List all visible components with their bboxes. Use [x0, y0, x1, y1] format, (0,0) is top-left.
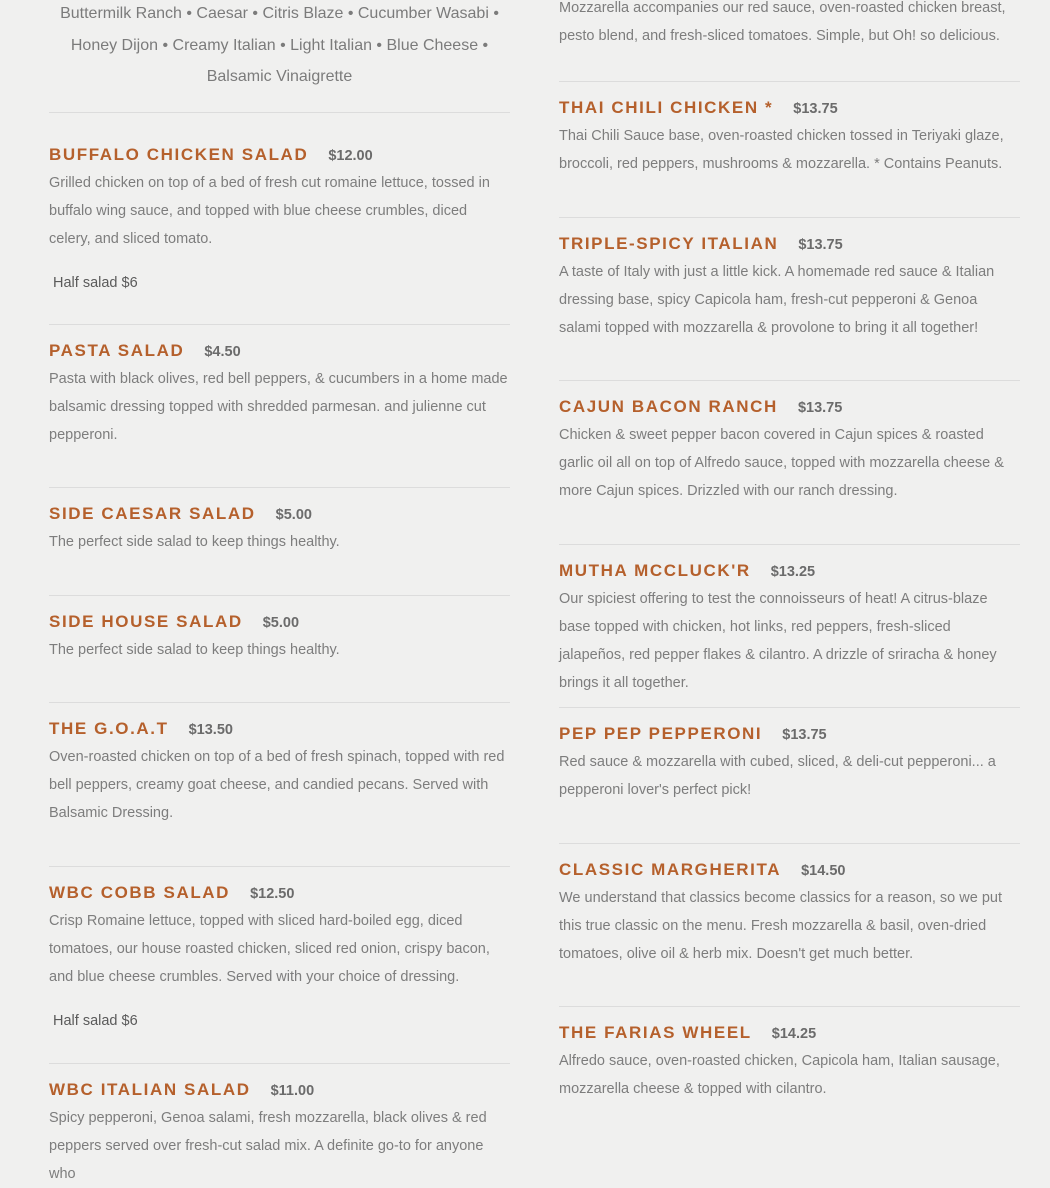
item-name: CLASSIC MARGHERITA	[559, 860, 782, 879]
menu-item-cajun-bacon-ranch	[559, 381, 1020, 545]
menu-item-side-house-salad	[49, 596, 510, 703]
item-price: $13.50	[188, 722, 233, 738]
item-description: A taste of Italy with just a little kick. A homemade red sauce & Italian dressing base, spicy Capicola ham, fresh-cut pepperoni & Genoa salami topped with mozzarella & provolone to bring it all together!	[559, 264, 995, 336]
item-name: THE G.O.A.T	[49, 719, 169, 738]
item-price: $4.50	[204, 344, 241, 360]
menu-item-wbc-cobb-salad	[49, 867, 510, 1064]
dressing-line: Buttermilk Ranch • Caesar • Citris Blaze • Cucumber Wasabi •	[60, 5, 499, 22]
item-price: $13.75	[798, 237, 843, 253]
menu-item-the-farias-wheel	[559, 1007, 1020, 1137]
menu-item-thai-chili-chicken	[559, 82, 1020, 218]
item-name: WBC ITALIAN SALAD	[49, 1080, 251, 1099]
menu-item-wbc-italian-salad	[49, 1064, 510, 1184]
dressing-line: Balsamic Vinaigrette	[206, 68, 353, 85]
dressing-line: Honey Dijon • Creamy Italian • Light Italian • Blue Cheese •	[70, 36, 489, 54]
menu-item-pep-pep-pepperoni	[559, 708, 1020, 844]
item-name: TRIPLE-SPICY ITALIAN	[559, 234, 779, 253]
menu-item-side-caesar-salad	[49, 488, 510, 596]
item-name: CAJUN BACON RANCH	[559, 397, 778, 416]
item-price: $12.50	[250, 886, 295, 902]
item-price: $13.25	[770, 564, 816, 580]
item-price: $13.75	[782, 727, 827, 743]
item-price: $12.00	[328, 148, 373, 164]
item-price: $13.75	[797, 400, 843, 416]
menu-item-buffalo-chicken-salad	[49, 113, 510, 325]
right-column	[559, 0, 1020, 1137]
item-price: $14.25	[771, 1026, 817, 1042]
item-price: $11.00	[270, 1083, 315, 1099]
item-description: Our spiciest offering to test the connoisseurs of heat! A citrus-blaze base topped with chicken, hot links, red peppers, fresh-sliced jalapeños, red pepper flakes & cilantro. A drizzle of sriracha & honey brings it all together.	[559, 591, 997, 691]
item-description: We understand that classics become classics for a reason, so we put this true classic on the menu. Fresh mozzarella & basil, oven-dried tomatoes, olive oil & herb mix. Doesn't get much better.	[559, 890, 1003, 962]
item-description: Pasta with black olives, red bell peppers, & cucumbers in a home made balsamic dressing topped with shredded parmesan. and julienne cut pepperoni.	[49, 371, 508, 443]
item-price: $13.75	[793, 101, 838, 117]
item-name: THAI CHILI CHICKEN *	[559, 98, 774, 117]
menu-item-mutha-mccluckr	[559, 545, 1020, 708]
item-description: Alfredo sauce, oven-roasted chicken, Capicola ham, Italian sausage, mozzarella cheese & topped with cilantro.	[559, 1053, 1000, 1097]
menu-item-triple-spicy-italian	[559, 218, 1020, 381]
item-description: Chicken & sweet pepper bacon covered in Cajun spices & roasted garlic oil all on top of Alfredo sauce, topped with mozzarella cheese & more Cajun spices. Drizzled with our ranch dressing.	[559, 427, 1004, 499]
dressing-options	[49, 0, 510, 113]
item-description: The perfect side salad to keep things healthy.	[49, 642, 340, 658]
item-name: PEP PEP PEPPERONI	[559, 724, 763, 743]
item-description: Crisp Romaine lettuce, topped with sliced hard-boiled egg, diced tomatoes, our house roasted chicken, sliced red onion, crispy bacon, and blue cheese crumbles. Served with your choice of dressing.	[49, 913, 490, 985]
item-price: $5.00	[275, 507, 312, 523]
item-name: SIDE CAESAR SALAD	[49, 504, 256, 523]
item-price: $14.50	[801, 863, 846, 879]
menu-item-the-goat	[49, 703, 510, 867]
menu-item-classic-margherita	[559, 844, 1020, 1007]
item-name: SIDE HOUSE SALAD	[49, 612, 243, 631]
item-description: Spicy pepperoni, Genoa salami, fresh mozzarella, black olives & red peppers served over fresh-cut salad mix. A definite go-to for anyone who	[49, 1110, 487, 1182]
previous-item-description: Mozzarella accompanies our red sauce, oven-roasted chicken breast, pesto blend, and fresh-sliced tomatoes. Simple, but Oh! so delicious.	[559, 0, 1020, 82]
item-name: MUTHA MCCLUCK'R	[559, 561, 751, 580]
menu-item-pasta-salad	[49, 325, 510, 488]
item-name: BUFFALO CHICKEN SALAD	[49, 145, 309, 164]
item-name: PASTA SALAD	[49, 341, 185, 360]
item-description: Oven-roasted chicken on top of a bed of fresh spinach, topped with red bell peppers, creamy goat cheese, and candied pecans. Served with Balsamic Dressing.	[49, 749, 505, 821]
item-description: Thai Chili Sauce base, oven-roasted chicken tossed in Teriyaki glaze, broccoli, red peppers, mushrooms & mozzarella. * Contains Peanuts.	[559, 128, 1004, 172]
item-half-price: Half salad $6	[53, 275, 138, 291]
item-description: Grilled chicken on top of a bed of fresh cut romaine lettuce, tossed in buffalo wing sauce, and topped with blue cheese crumbles, diced celery, and sliced tomato.	[49, 175, 490, 247]
left-column	[49, 0, 510, 1184]
item-name: WBC COBB SALAD	[49, 883, 231, 902]
item-price: $5.00	[262, 615, 300, 631]
item-half-price: Half salad $6	[53, 1013, 138, 1029]
item-name: THE FARIAS WHEEL	[559, 1023, 752, 1042]
item-description: Red sauce & mozzarella with cubed, sliced, & deli-cut pepperoni... a pepperoni lover's perfect pick!	[559, 754, 996, 798]
item-description: The perfect side salad to keep things healthy.	[49, 534, 340, 550]
